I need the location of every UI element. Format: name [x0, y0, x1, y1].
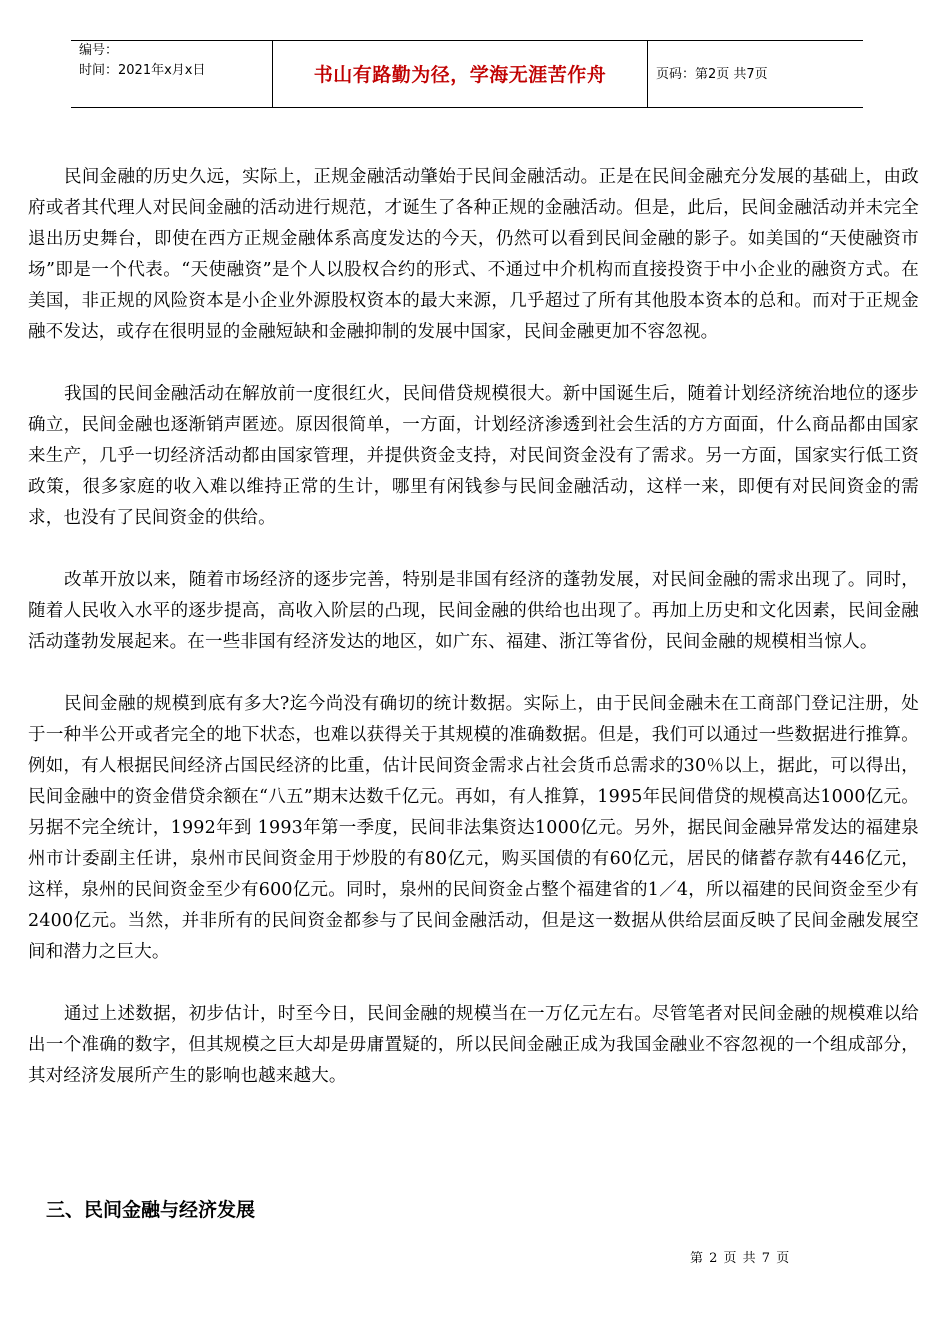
header-meta-cell	[71, 41, 273, 107]
document-body	[28, 162, 919, 1123]
paragraph-3: 改革开放以来，随着市场经济的逐步完善，特别是非国有经济的蓬勃发展，对民间金融的需求出现了。同时，随着人民收入水平的逐步提高，高收入阶层的凸现，民间金融的供给也出现了。再加上历史和文化因素，民间金融活动蓬勃发展起来。在一些非国有经济发达的地区，如广东、福建、浙江等省份，民间金融的规模相当惊人。	[28, 570, 919, 652]
document-number: 编号：	[79, 43, 119, 58]
paragraph-4: 民间金融的规模到底有多大?迄今尚没有确切的统计数据。实际上，由于民间金融未在工商部门登记注册，处于一种半公开或者完全的地下状态，也难以获得关于其规模的准确数据。但是，我们可以通过一些数据进行推算。例如，有人根据民间经济占国民经济的比重，估计民间资金需求占社会货币总需求的30％以上，据此，可以得出，民间金融中的资金借贷余额在“八五”期末达数千亿元。再如，有人推算，1995年民间借贷的规模高达1000亿元。另据不完全统计，1992年到 1993年第一季度，民间非法集资达1000亿元。另外，据民间金融异常发达的福建泉州市计委副主任讲，泉州市民间资金用于炒股的有80亿元，购买国债的有60亿元，居民的储蓄存款有446亿元，这样，泉州的民间资金至少有600亿元。同时，泉州的民间资金占整个福建省的1／4，所以福建的民间资金至少有2400亿元。当然，并非所有的民间资金都参与了民间金融活动，但是这一数据从供给层面反映了民间金融发展空间和潜力之巨大。	[28, 694, 919, 962]
header-motto-cell	[273, 41, 648, 107]
header-page-cell	[648, 41, 863, 107]
page-footer: 第 2 页 共 7 页	[690, 1251, 791, 1266]
paragraph-1: 民间金融的历史久远，实际上，正规金融活动肇始于民间金融活动。正是在民间金融充分发展的基础上，由政府或者其代理人对民间金融的活动进行规范，才诞生了各种正规的金融活动。但是，此后，民间金融活动并未完全退出历史舞台，即使在西方正规金融体系高度发达的今天，仍然可以看到民间金融的影子。如美国的“天使融资市场”即是一个代表。“天使融资”是个人以股权合约的形式、不通过中介机构而直接投资于中小企业的融资方式。在美国，非正规的风险资本是小企业外源股权资本的最大来源，几乎超过了所有其他股本资本的总和。而对于正规金融不发达，或存在很明显的金融短缺和金融抑制的发展中国家，民间金融更加不容忽视。	[28, 167, 919, 342]
paragraph-2: 我国的民间金融活动在解放前一度很红火，民间借贷规模很大。新中国诞生后，随着计划经济统治地位的逐步确立，民间金融也逐渐销声匿迹。原因很简单，一方面，计划经济渗透到社会生活的方方面面，什么商品都由国家来生产，几乎一切经济活动都由国家管理，并提供资金支持，对民间资金没有了需求。另一方面，国家实行低工资政策，很多家庭的收入难以维持正常的生计，哪里有闲钱参与民间金融活动，这样一来，即便有对民间资金的需求，也没有了民间资金的供给。	[28, 384, 919, 528]
header-page-info: 页码：第2页 共7页	[656, 67, 768, 82]
section-heading: 三、民间金融与经济发展	[46, 1199, 256, 1221]
page-header	[71, 40, 863, 108]
header-motto: 书山有路勤为径，学海无涯苦作舟	[313, 64, 607, 86]
paragraph-5: 通过上述数据，初步估计，时至今日，民间金融的规模当在一万亿元左右。尽管笔者对民间金融的规模难以给出一个准确的数字，但其规模之巨大却是毋庸置疑的，所以民间金融正成为我国金融业不容忽视的一个组成部分，其对经济发展所产生的影响也越来越大。	[28, 1004, 919, 1086]
document-time: 时间：2021年x月x日	[79, 63, 206, 78]
